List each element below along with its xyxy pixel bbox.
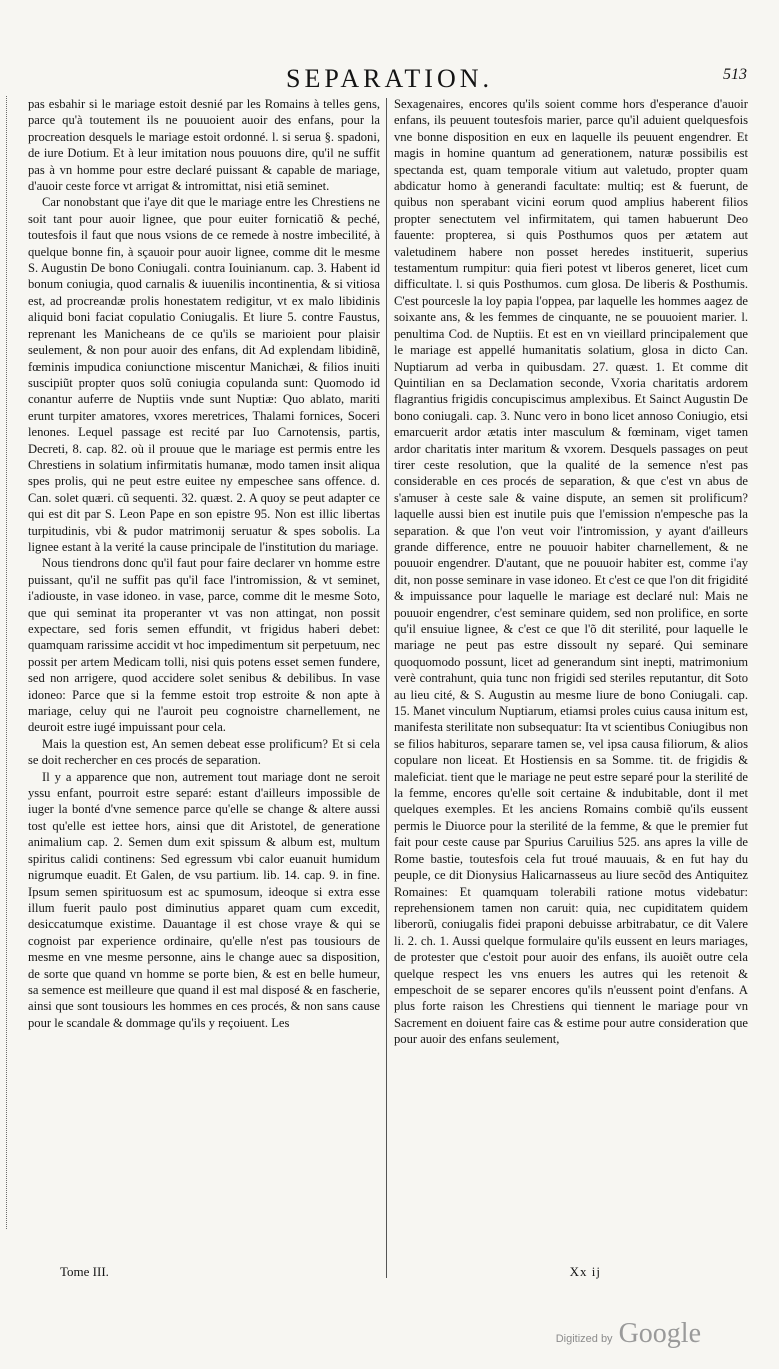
- digitization-watermark: [556, 1318, 701, 1350]
- column-divider: [386, 98, 387, 1278]
- right-column: [394, 96, 748, 1048]
- signature-mark: Xx ij: [569, 1264, 601, 1279]
- page-number: 513: [723, 66, 747, 83]
- running-head: [0, 62, 779, 96]
- paragraph: Car nonobstant que i'aye dit que le mariage entre les Chrestiens ne soit tant pour auoir lignee, que pour euiter fornicatiõ & peché, toutesfois il faut que nous vsions de ce remede à nostre imbecilité, à quelque bonne fin, à sçauoir pour auoir lignee, comme dit le mesme S. Augustin De bono Coniugali. contra Iouinianum. cap. 3. Habent id bonum coniugia, quod carnalis & iuuenilis incontinentia, & si vitiosa est, ad procreandæ prolis honestatem redigitur, vt ex malo libidinis aliquid boni faciat copulatio Coniugalis. Et liure 5. contre Faustus, reprenant les Manicheans de ce qu'ils se marioient pour plaisir seulement, & non pour auoir des enfans, dit Ad explendam libidinẽ, fœminis impudica coniunctione miscentur Manichæi, & filios inuiti suscipiũt propter quos solũ coniugia copulanda sunt: Quomodo id conantur auferre de Nuptiis vnde sunt Nuptiæ: Quo ablato, mariti erunt turpiter amatores, vxores meretrices, Thalami fornices, Soceri lenones. Lequel passage est recité par Iuo Carnotensis, partis, Decreti, 8. cap. 82. où il prouue que le mariage est permis entre les Chrestiens in solatium infirmitatis humanæ, modo tamen insit aliqua spes prolis, qui ne peut estre euitee ny empeschee sans offence. d. Can. solet quæri. cũ sequenti. 32. quæst. 2. A quoy se peut adapter ce qui est dit par S. Leon Pape en son epistre 95. Non est illic libertas turpitudinis, vbi & pudor matrimonij seruatur & spes sobolis. La lignee estant à la verité la cause principale de l'institution du mariage.: [28, 195, 380, 554]
- volume-label: Tome III.: [60, 1264, 109, 1279]
- paragraph: pas esbahir si le mariage estoit desnié par les Romains à telles gens, parce qu'à toutement ils ne pouuoient auoir des enfans, pour la procreation desquels le mariage estoit ordonné. l. si serua §. spadoni, de iure Dotium. Et à leur imitation nous pouuons dire, qu'il ne suffit pas à vn homme pour estre declaré puissant & capable de mariage, d'auoir ceste force vt arrigat & intromittat, nisi etiã seminet.: [28, 97, 380, 194]
- page-title: SEPARATION.: [285, 64, 494, 93]
- paragraph: Nous tiendrons donc qu'il faut pour faire declarer vn homme estre puissant, qu'il ne suffit pas qu'il face l'intromission, & vt seminet, i'adiouste, in vase idoneo. in vase, parce, comme dit le mesme Soto, que qui seminat ita properanter vt vas non attingat, non possit expectare, sed foris semen effundit, vt frigidus haberi debet: quamquam rarissime accidit vt hoc impedimentum sit perpetuum, nec possit per artem Medicam tolli, nisi quis potens esset semen fundere, sed non arrigere, quod accidere solet senibus & debilibus. In vase idoneo: Parce que si la femme estoit trop estroite & non apte à mariage, celuy qui ne l'auroit peu cognoistre charnellement, ne deuroit estre iugé impuissant pour cela.: [28, 556, 380, 735]
- paragraph: Sexagenaires, encores qu'ils soient comme hors d'esperance d'auoir enfans, ils peuuent toutesfois marier, parce qu'il aduient quelquesfois vne bonne disposition en eux en laquelle ils peuuent engendrer. Et magis in homine quantum ad generationem, naturæ possibilis est spectanda est, quam temporale vitium aut valetudo, propter quam abdicatur homo à generandi facultate: multiq; est & fuerunt, de quibus non sperabant vicini eorum quod amplius haberent filios propter senectutem vel infirmitatem, qui tamen habuerunt Deo fauente: propterea, si quis Posthumos quos per ætatem aut valetudinem habere non posset heredes instituerit, superius testamentum rumpitur: quia fieri potest vt liberos generet, licet cum difficultate. l. si quis Posthumos. cum glosa. De liberis & Posthumis. C'est pourcesle la loy papia l'oppea, par laquelle les hommes aagez de soixante ans, & les femmes de cinquante, ne se pouuoient marier. l. penultima Cod. de Nuptiis. Et est en vn vieillard principalement que le mariage est appellé humanitatis solatium, glosa in dicto Can. Nuptiarum ad verba in quibusdam. 27. quæst. 1. Et comme dit Quintilian en sa Declamation seconde, Vxoria charitatis ardorem flagrantius frigidis concupiscimus amplexibus. Et Sainct Augustin De bono coniugali. cap. 3. Nunc vero in bono licet annoso Coniugio, etsi emarcuerit ardor ætatis inter masculum & fœminam, viget tamen ardor charitatis inter maritum & vxorem. Desquels passages on peut tirer ceste resolution, que la qualité de la semence n'est pas considerable en ces procés de separation, & que c'est vn abus de s'amuser à ceste sale & vaine dispute, an semen sit prolificum? laquelle aussi bien est inutile puis que l'emission n'empesche pas la separation. & que l'on veut voir l'intromission, y ayant d'ailleurs grande difference, entre ne pouuoir habiter charnellement, & ne pouuoir engendrer. D'autant, que ne pouuoir habiter est, comme i'ay dit, non posse seminare in vase idoneo. Et c'est ce que l'on dit frigidité & impuissance pour laquelle le mariage est declaré nul: Mais ne pouuoir engendrer, c'est seminare quidem, sed non prolifice, en sorte qu'il ensuiue lignee, & c'est ce que l'õ dit sterilité, pour laquelle le mariage ne peut pas estre dissoult ny separé. Qui seminare quoquomodo possunt, licet ad generandum sint inepti, matrimonium verè contrahunt, quia tunc non frigidi sed steriles reputantur, dit Soto au lieu cité, & S. Augustin au mesme liure de bono Coniugali. cap. 15. Manet vinculum Nuptiarum, etiamsi proles cuius causa initum est, manifesta sterilitate non subsequatur: Ita vt scientibus Coniugibus non se filios habituros, separare tamen se, vel ipsa causa filiorum, & alios copulare non liceat. Et Hostiensis en sa Somme. tit. de frigidis & maleficiat. tient que le mariage ne peut estre separé pour la sterilité de la femme, encores qu'elle soit certaine & indubitable, dont il met quelques exemples. Et les anciens Romains combiẽ qu'ils eussent permis le Diuorce pour la sterilité de la femme, & que le premier fut fait pour ceste cause par Spurius Caruilius 525. ans apres la ville de Rome bastie, toutesfois cela fut troué mauuais, & en fut hay du peuple, ce dit Dionysius Halicarnasseus au liure secõd des Antiquitez Romaines: Et quamquam tolerabili ratione motus videbatur: reprehensionem tamen non caruit: quia, nec cupiditatem quidem liberorũ, coniugalis fidei praponi debuisse arbitrabatur, ce dit Valere li. 2. ch. 1. Aussi quelque formulaire qu'ils eussent en leurs mariages, de protester que c'estoit pour auoir des enfans, ils auoiẽt outre cela quelque respect les vns enuers les autres qui les retenoit & empeschoit de se separer encores qu'ils n'eussent point d'enfans. A plus forte raison les Chrestiens qui tiennent le mariage pour vn Sacrement en doiuent faire cas & estime pour autre consideration que pour auoir des enfans seulement,: [394, 97, 748, 1047]
- margin-rule: [6, 96, 29, 1229]
- paragraph: Mais la question est, An semen debeat esse prolificum? Et si cela se doit rechercher en ces procés de separation.: [28, 736, 380, 768]
- google-logo: Google: [618, 1318, 701, 1349]
- paragraph: Il y a apparence que non, autrement tout mariage dont ne seroit yssu enfant, pourroit estre separé: estant d'ailleurs impossible de iuger la bonté d'vne semence parce qu'elle se change & altere aussi tost qu'elle est iettee hors, ainsi que dit Aristotel, de generatione animalium cap. 2. Semen dum exit spissum & album est, multum spiritus calidi continens: Sed egressum vbi calor euanuit humidum nigrumque euadit. Et Galen, de vsu partium. lib. 14. cap. 9. in fine. Ipsum semen spirituosum est ac spumosum, ideoque si extra esse illum fuerit paulo post diminutius apparet quam cum excedit, desiccatumque existime. Dauantage il est chose vraye & qui se cognoist par experience ordinaire, qu'elle n'est pas tousiours de mesme en vne mesme personne, ains le change auec sa disposition, de sorte que quand vn homme se porte bien, & est en belle humeur, sa semence est meilleure que quand il est mal disposé & en fascherie, ainsi que sont tousiours les hommes en ces procés, & non sans cause pour le scandale & dommage qu'ils y reçoiuent. Les: [28, 769, 380, 1030]
- watermark-prefix: Digitized by: [555, 1333, 613, 1345]
- left-column: [28, 96, 380, 1031]
